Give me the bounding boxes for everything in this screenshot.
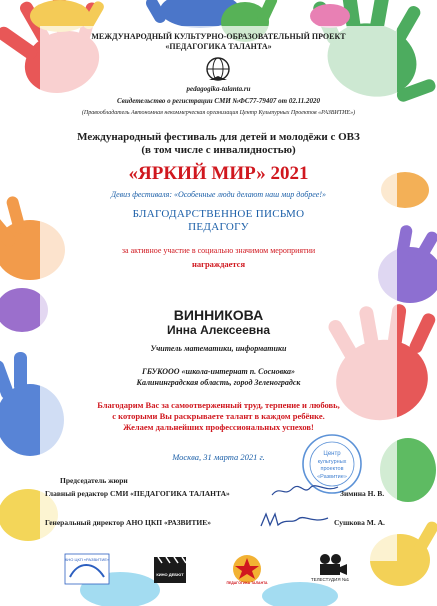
- letter-title-line-2: ПЕДАГОГУ: [188, 221, 249, 233]
- logo-pedagogika-talanta: [228, 553, 266, 585]
- clapperboard-icon: [150, 553, 190, 585]
- handprint-pink-top-right: [310, 4, 350, 28]
- pedagogika-talanta-logo-icon: [201, 56, 235, 84]
- gratitude-line-2: с которыми Вы раскрываете талант в каждом ребёнке.: [112, 411, 325, 421]
- festival-line-1: Международный фестиваль для детей и молодёжи с ОВЗ: [77, 131, 360, 143]
- project-title: [0, 32, 437, 52]
- editor-title: Главный редактор СМИ «ПЕДАГОГИКА ТАЛАНТА»: [45, 489, 230, 498]
- razvitie-logo-text: АНО ЦКП «РАЗВИТИЕ»: [64, 557, 110, 562]
- stamp-line-4: «Развитие»: [317, 474, 347, 480]
- awarded-label: награждается: [191, 259, 246, 269]
- founder-note: (Правообладатель Автономная некоммерческая организация Центр Культурных Проектов «РАЗВИТИЕ»): [81, 110, 356, 116]
- registration-note: Свидетельство о регистрации СМИ №ФС77-79407 от 02.11.2020: [117, 97, 320, 105]
- logo-kino-debut: [150, 553, 190, 585]
- stamp-line-1: Центр: [323, 451, 341, 457]
- director-title: Генеральный директор АНО ЦКП «РАЗВИТИЕ»: [45, 518, 211, 527]
- editor-name: Зимина Н. В.: [340, 489, 385, 498]
- school-name: ГБУКООО «школа-интернат п. Сосновка»: [141, 367, 295, 376]
- project-line-2: «ПЕДАГОГИКА ТАЛАНТА»: [165, 42, 272, 51]
- jury-label: Председатель жюри: [60, 476, 128, 485]
- film-camera-icon: [305, 553, 355, 577]
- director-signature-icon: [258, 510, 330, 530]
- director-name: Сушкова М. А.: [334, 518, 385, 527]
- gratitude-text: [0, 400, 437, 433]
- website: pedagogika-talanta.ru: [186, 85, 251, 93]
- stamp-line-2: культурных: [317, 459, 347, 465]
- handprint-cyan-bottom: [80, 572, 338, 606]
- award-reason: за активное участие в социально значимом мероприятии: [121, 246, 316, 255]
- festival-motto: Девиз фестиваля: «Особенные люди делают наш мир добрее!»: [111, 190, 326, 199]
- recipient-name: Инна Алексеевна: [166, 323, 271, 337]
- kino-debut-text: КИНО ДЕБЮТ: [156, 572, 184, 577]
- letter-title-line-1: БЛАГОДАРСТВЕННОЕ ПИСЬМО: [132, 208, 305, 220]
- editor-signature-icon: [270, 483, 340, 499]
- logo-razvitie: [64, 553, 110, 585]
- recipient-surname: ВИННИКОВА: [173, 307, 264, 323]
- pedagogika-talanta-logo-text: ПЕДАГОГИКА ТАЛАНТА: [226, 581, 268, 585]
- festival-title: «ЯРКИЙ МИР» 2021: [128, 163, 309, 184]
- recipient-position: Учитель математики, информатики: [150, 344, 287, 353]
- festival-name: [0, 131, 437, 157]
- letter-title: [0, 208, 437, 234]
- project-line-1: МЕЖДУНАРОДНЫЙ КУЛЬТУРНО-ОБРАЗОВАТЕЛЬНЫЙ ПРОЕКТ: [91, 32, 346, 41]
- stamp-line-3: проектов: [320, 466, 344, 472]
- gratitude-line-3: Желаем дальнейших профессиональных успехов!: [123, 422, 314, 432]
- logo-telestudiya: [305, 553, 355, 585]
- telestudiya-text: ТЕЛЕСТУДИЯ №1: [310, 577, 350, 582]
- festival-line-2: (в том числе с инвалидностью): [141, 144, 296, 156]
- school-location: Калининградская область, город Зеленоградск: [136, 378, 301, 387]
- recipient-school: [0, 366, 437, 388]
- issue-date: Москва, 31 марта 2021 г.: [172, 452, 265, 462]
- gratitude-line-1: Благодарим Вас за самоотверженный труд, терпение и любовь,: [97, 400, 340, 410]
